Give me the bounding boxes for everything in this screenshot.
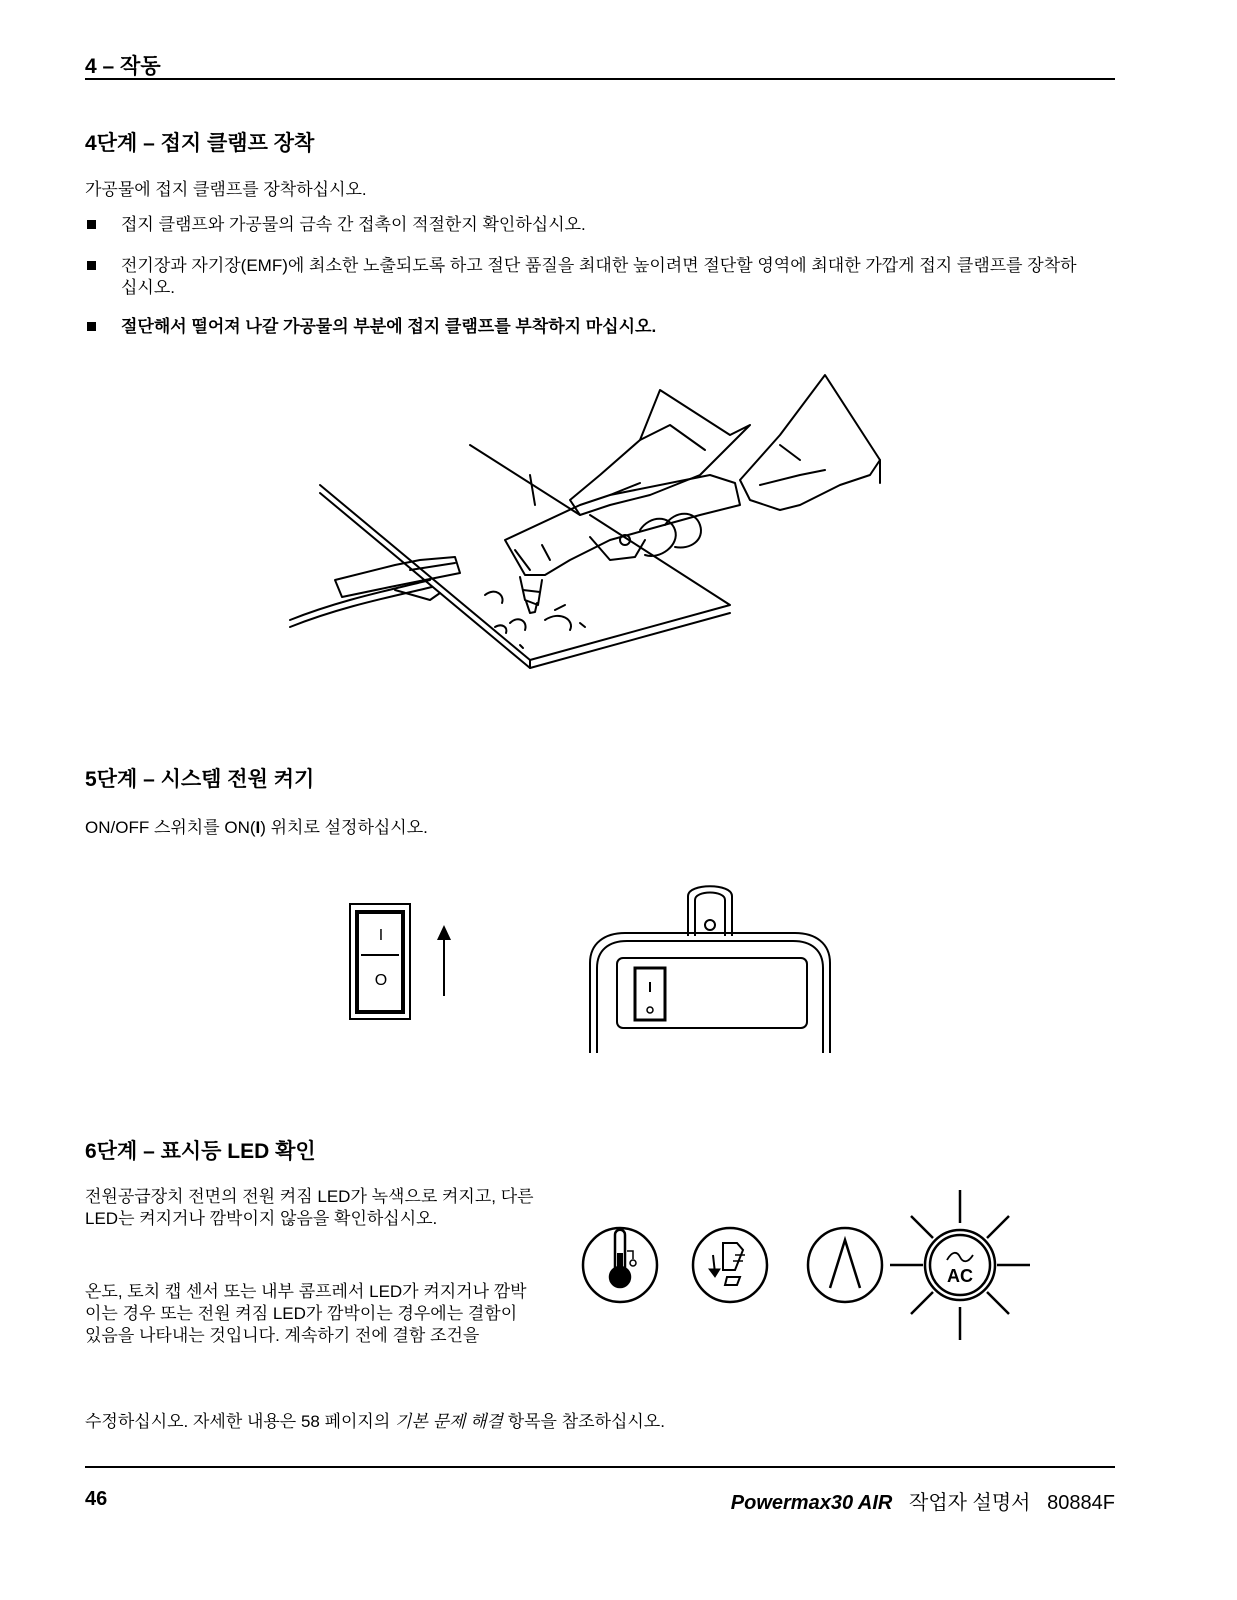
glow-rays-icon [890, 1190, 1030, 1340]
switch-off-label: O [374, 972, 388, 989]
bullet-square-icon [87, 220, 96, 229]
step6-paragraph-1: 전원공급장치 전면의 전원 켜짐 LED가 녹색으로 켜지고, 다른 LED는 켜지거나 깜박이지 않음을 확인하십시오. [85, 1187, 534, 1228]
step4-intro: 가공물에 접지 클램프를 장착하십시오. [85, 180, 367, 199]
switch-on-label: I [378, 927, 384, 944]
chapter-header: 4 – 작동 [85, 55, 161, 78]
header-rule [85, 78, 1115, 80]
ground-clamp-illustration [280, 365, 900, 685]
step6-title: 6단계 – 표시등 LED 확인 [85, 1140, 316, 1163]
footer-rule [85, 1466, 1115, 1468]
bullet-square-icon [87, 261, 96, 270]
footer-doc-name: 작업자 설명서 [909, 1492, 1031, 1514]
torch-cap-sensor-led-icon [693, 1228, 767, 1302]
footer-brand: Powermax30 AIR [730, 1492, 893, 1514]
power-supply-front-illustration [585, 878, 835, 1053]
footer-doc-code: 80884F [1047, 1492, 1115, 1514]
page-number: 46 [85, 1488, 108, 1510]
step5-instruction: ON/OFF 스위치를 ON(I) 위치로 설정하십시오. [85, 818, 428, 837]
step6-paragraph-2: 온도, 토치 캡 센서 또는 내부 콤프레서 LED가 켜지거나 깜박이는 경우 또는 전원 켜짐 LED가 깜박이는 경우에는 결함이 있음을 나타내는 것입니다. 계속하기 전에 결함 조건을 [85, 1282, 527, 1345]
ac-label: AC [947, 1266, 973, 1286]
step5-title: 5단계 – 시스템 전원 켜기 [85, 768, 315, 791]
step6-paragraph-2-end: 수정하십시오. 자세한 내용은 58 페이지의 기본 문제 해결 항목을 참조하십시오. [85, 1412, 665, 1431]
footer-doc-info [731, 1486, 1115, 1515]
step4-title: 4단계 – 접지 클램프 장착 [85, 132, 315, 155]
temperature-led-icon [583, 1228, 657, 1302]
power-on-ac-led-icon [925, 1230, 995, 1300]
bullet-square-icon [87, 322, 96, 331]
arrow-up-icon [437, 925, 451, 996]
compressor-led-icon [808, 1228, 882, 1302]
led-indicators [575, 1185, 1045, 1345]
power-switch-illustration [345, 900, 465, 1025]
